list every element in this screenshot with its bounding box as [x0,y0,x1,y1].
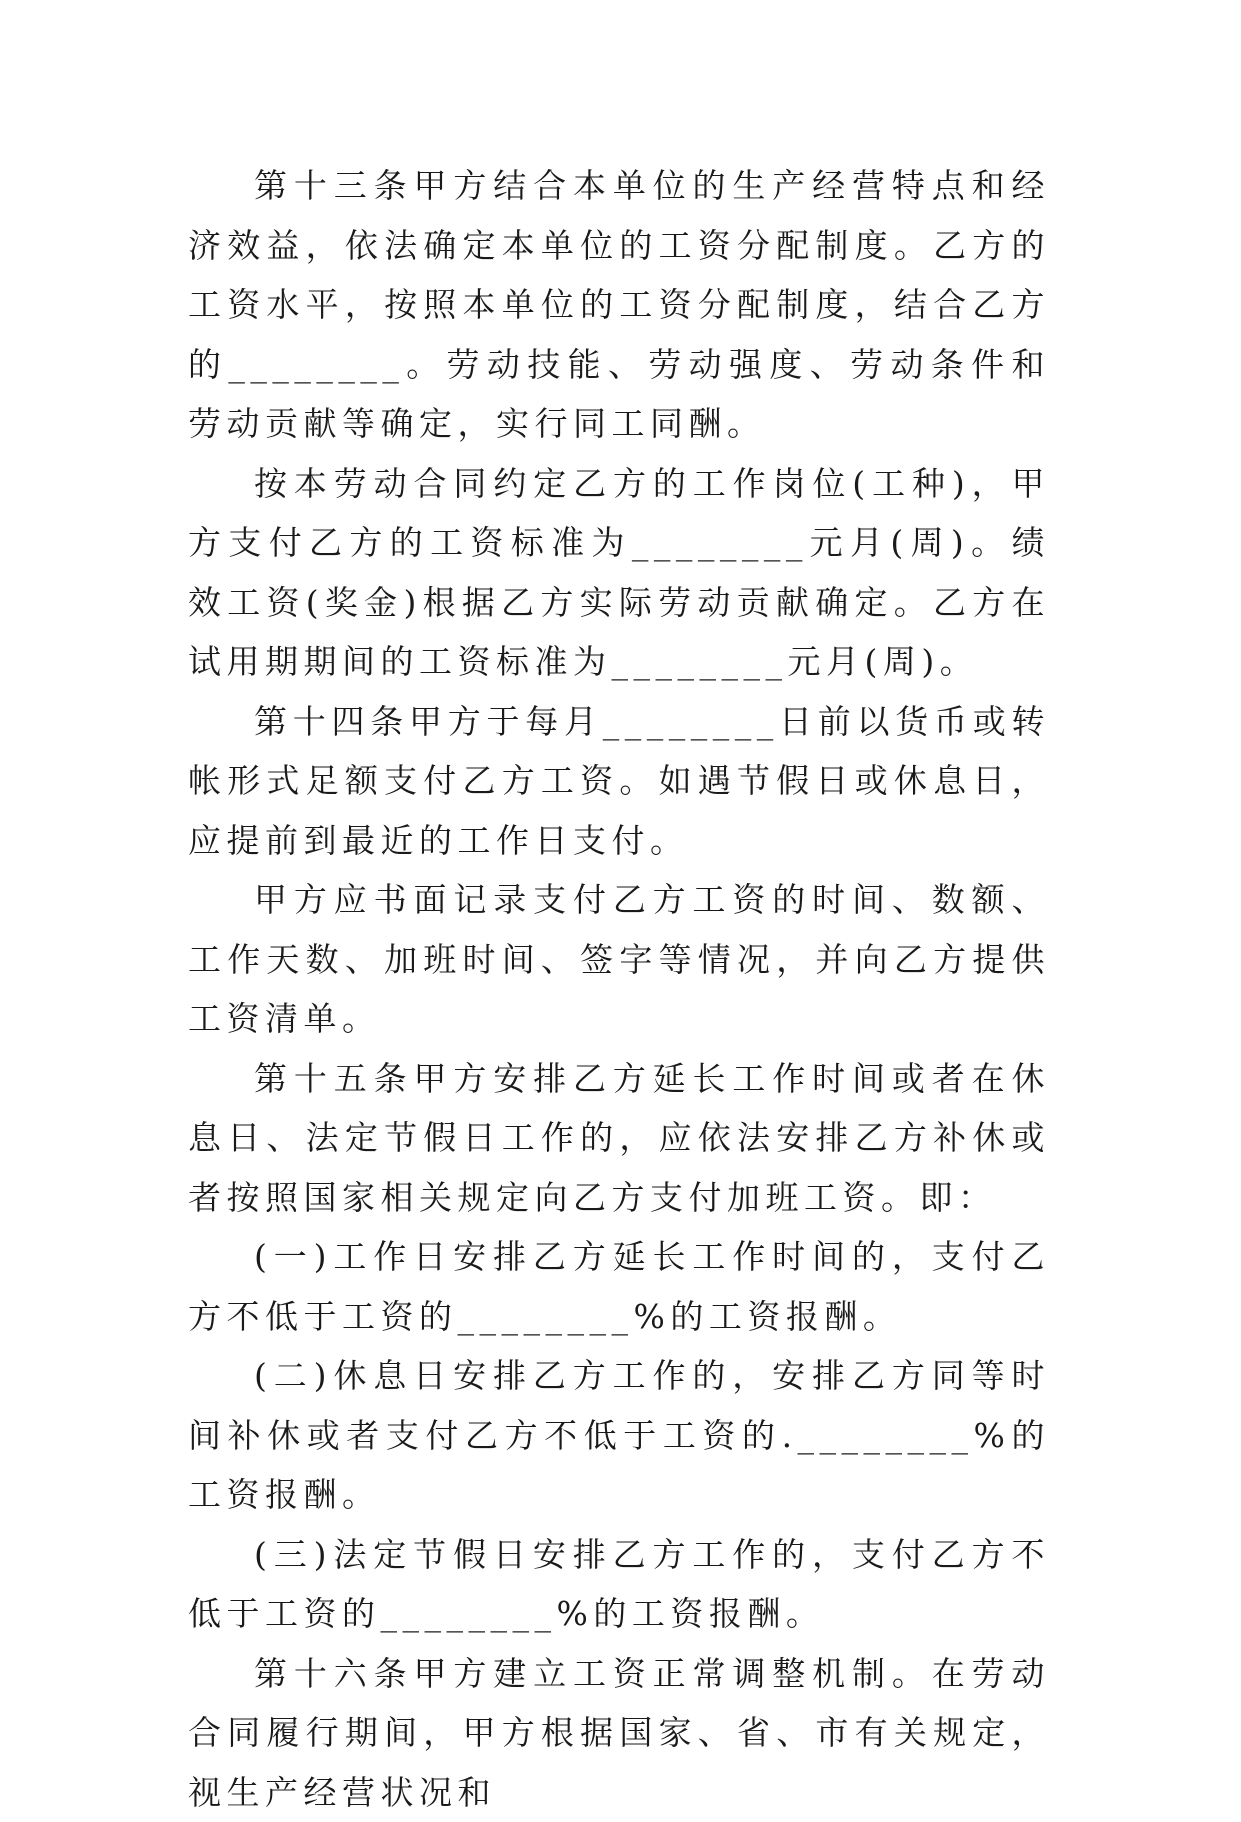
paragraph-overtime-workday: (一)工作日安排乙方延长工作时间的，支付乙方不低于工资的________%的工资报酬。 [188,1227,1050,1346]
paragraph-wage-standard: 按本劳动合同约定乙方的工作岗位(工种)，甲方支付乙方的工资标准为________元月(周)。绩效工资(奖金)根据乙方实际劳动贡献确定。乙方在试用期期间的工资标准为________元月(周)。 [188,454,1050,692]
paragraph-article-13: 第十三条甲方结合本单位的生产经营特点和经济效益，依法确定本单位的工资分配制度。乙方的工资水平，按照本单位的工资分配制度，结合乙方的________。劳动技能、劳动强度、劳动条件和劳动贡献等确定，实行同工同酬。 [188,156,1050,454]
paragraph-article-14: 第十四条甲方于每月________日前以货币或转帐形式足额支付乙方工资。如遇节假日或休息日，应提前到最近的工作日支付。 [188,692,1050,871]
paragraph-wage-records: 甲方应书面记录支付乙方工资的时间、数额、工作天数、加班时间、签字等情况，并向乙方提供工资清单。 [188,870,1050,1049]
document-body [188,156,1050,1822]
paragraph-article-15: 第十五条甲方安排乙方延长工作时间或者在休息日、法定节假日工作的，应依法安排乙方补休或者按照国家相关规定向乙方支付加班工资。即： [188,1049,1050,1228]
paragraph-overtime-restday: (二)休息日安排乙方工作的，安排乙方同等时间补休或者支付乙方不低于工资的.________%的工资报酬。 [188,1346,1050,1525]
paragraph-overtime-holiday: (三)法定节假日安排乙方工作的，支付乙方不低于工资的________%的工资报酬。 [188,1525,1050,1644]
paragraph-article-16: 第十六条甲方建立工资正常调整机制。在劳动合同履行期间，甲方根据国家、省、市有关规定，视生产经营状况和 [188,1644,1050,1822]
